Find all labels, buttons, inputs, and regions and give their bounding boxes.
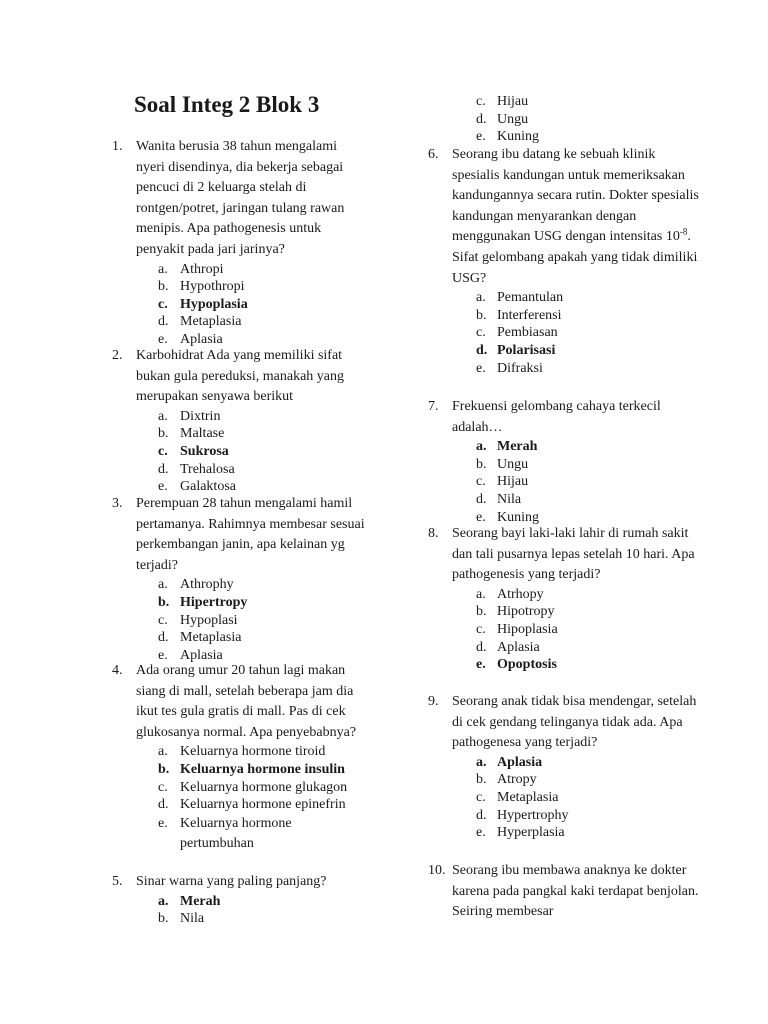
question-number: 3. xyxy=(112,496,123,511)
option-b: b. Maltase xyxy=(158,426,225,442)
option-e: e. Hyperplasia xyxy=(476,825,565,841)
option-e: e. Aplasia xyxy=(158,331,223,347)
option-e: e. Galaktosa xyxy=(158,479,236,495)
question-number: 9. xyxy=(428,694,439,709)
option-a: a. Pemantulan xyxy=(476,290,564,306)
option-b: b. Interferensi xyxy=(476,307,562,323)
option-d-answer: d. Polarisasi xyxy=(476,342,556,358)
option-c-answer: c. Hypoplasia xyxy=(158,296,248,312)
option-a: a. Athrophy xyxy=(158,577,234,593)
option-b: b. Hypothropi xyxy=(158,279,245,295)
question-number: 4. xyxy=(112,663,123,678)
question-number: 5. xyxy=(112,874,123,889)
question-5 xyxy=(112,872,368,928)
question-1 xyxy=(112,137,368,349)
option-e: e. Keluarnya hormone pertumbuhan xyxy=(158,815,292,851)
question-text: Ada orang umur 20 tahun lagi makan siang di mall, setelah beberapa jam dia ikut tes gula gratis di mall. Pas di cek glukosanya normal. Apa penyebabnya? xyxy=(136,663,357,740)
option-list xyxy=(158,576,368,664)
option-a: a. Athropi xyxy=(158,261,224,277)
question-text: Seorang ibu datang ke sebuah klinik spesialis kandungan untuk memeriksakan kandungannya secara rutin. Dokter spesialis kandungan menyarankan dengan menggunakan USG dengan intensitas $10^{-8}$. Sifat gelombang apakah yang tidak dimiliki USG? xyxy=(452,147,699,286)
option-b: b. Atropy xyxy=(476,772,537,788)
question-text: Sinar warna yang paling panjang? xyxy=(136,874,327,889)
option-c: c. Metaplasia xyxy=(476,789,559,805)
option-e-answer: e. Opoptosis xyxy=(476,657,557,673)
option-list xyxy=(476,754,702,842)
option-c: c. Hipoplasia xyxy=(476,621,558,637)
page-title: Soal Integ 2 Blok 3 xyxy=(134,92,320,117)
option-a: a. Atrhopy xyxy=(476,586,544,602)
option-a: a. Keluarnya hormone tiroid xyxy=(158,744,326,760)
option-d: d. Hypertrophy xyxy=(476,807,569,823)
question-9 xyxy=(428,692,702,842)
option-e: e. Aplasia xyxy=(158,647,223,663)
option-c: c. Hijau xyxy=(476,94,529,109)
option-e: e. Kuning xyxy=(476,509,539,525)
option-d: d. Nila xyxy=(476,491,522,507)
option-b: b. Hipotropy xyxy=(476,604,555,620)
option-d: d. Ungu xyxy=(476,111,529,127)
option-e: e. Kuning xyxy=(476,129,539,145)
option-b: b. Ungu xyxy=(476,456,529,472)
option-c: c. Hijau xyxy=(476,474,529,490)
option-list xyxy=(476,289,702,377)
option-list xyxy=(476,586,702,674)
option-d: d. Metaplasia xyxy=(158,630,242,646)
question-10 xyxy=(428,861,702,923)
option-c: c. Keluarnya hormone glukagon xyxy=(158,779,348,795)
question-3 xyxy=(112,494,368,664)
question-text: Perempuan 28 tahun mengalami hamil pertamanya. Rahimnya membesar sesuai perkembangan janin, apa kelainan yg terjadi? xyxy=(136,496,365,573)
option-c: c. Hypoplasi xyxy=(158,612,238,628)
option-c: c. Pembiasan xyxy=(476,325,558,341)
option-b-answer: b. Hipertropy xyxy=(158,594,248,610)
question-number: 10. xyxy=(428,863,446,878)
option-d: d. Trehalosa xyxy=(158,461,235,477)
option-d: d. Keluarnya hormone epinefrin xyxy=(158,797,346,813)
question-text: Wanita berusia 38 tahun mengalami nyeri disendinya, dia bekerja sebagai pencuci di 2 keluarga stelah di rontgen/potret, jaringan tulang rawan menipis. Apa pathogenesis untuk penyakit pada jari jarinya? xyxy=(136,139,345,257)
option-a-answer: a. Merah xyxy=(476,439,538,455)
option-e: e. Difraksi xyxy=(476,360,543,376)
option-b-answer: b. Keluarnya hormone insulin xyxy=(158,761,345,777)
option-list xyxy=(476,93,539,146)
option-list xyxy=(158,261,368,349)
question-4 xyxy=(112,661,368,854)
option-a-answer: a. Merah xyxy=(158,893,221,909)
option-a: a. Dixtrin xyxy=(158,408,221,424)
question-number: 1. xyxy=(112,139,123,154)
question-number: 7. xyxy=(428,399,439,414)
question-5-continued xyxy=(428,93,539,146)
question-7 xyxy=(428,397,702,526)
option-list xyxy=(158,743,368,853)
question-number: 2. xyxy=(112,348,123,363)
option-a-answer: a. Aplasia xyxy=(476,754,543,770)
question-number: 8. xyxy=(428,526,439,541)
option-b: b. Nila xyxy=(158,911,205,927)
question-text: Karbohidrat Ada yang memiliki sifat bukan gula pereduksi, manakah yang merupakan senyawa berikut xyxy=(136,348,344,405)
option-d: d. Metaplasia xyxy=(158,314,242,330)
option-list xyxy=(158,893,368,928)
question-number: 6. xyxy=(428,147,439,162)
option-list xyxy=(158,408,368,496)
option-c-answer: c. Sukrosa xyxy=(158,443,229,459)
option-list xyxy=(476,438,702,526)
question-2 xyxy=(112,346,368,496)
question-text: Seorang ibu membawa anaknya ke dokter karena pada pangkal kaki terdapat benjolan. Seiring membesar xyxy=(452,863,699,920)
question-6 xyxy=(428,145,702,377)
question-8 xyxy=(428,524,702,674)
option-d: d. Aplasia xyxy=(476,639,540,655)
question-text: Frekuensi gelombang cahaya terkecil adalah… xyxy=(452,399,661,435)
question-text: Seorang bayi laki-laki lahir di rumah sakit dan tali pusarnya lepas setelah 10 hari. Apa pathogenesis yang terjadi? xyxy=(452,526,695,583)
question-text: Seorang anak tidak bisa mendengar, setelah di cek gendang telinganya tidak ada. Apa pathogenesa yang terjadi? xyxy=(452,694,697,751)
